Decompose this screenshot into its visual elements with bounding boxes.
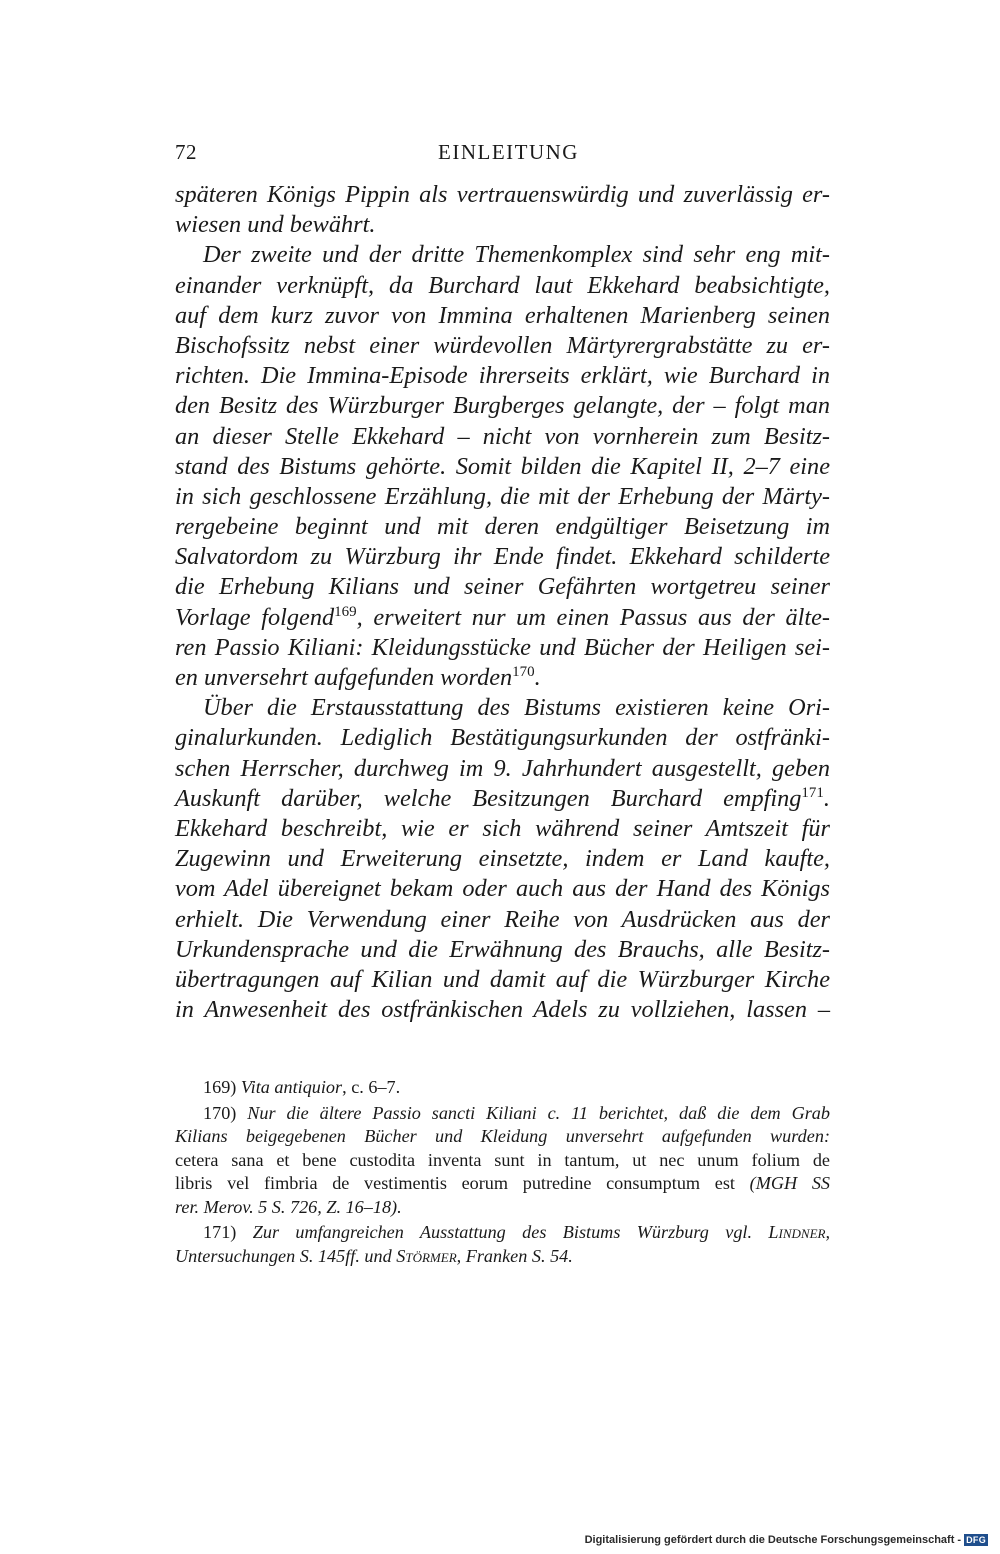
footnotes bbox=[175, 1076, 830, 1268]
text-line: in Anwesenheit des ostfränkischen Adels zu vollziehen, lassen – bbox=[175, 996, 830, 1024]
text-line bbox=[175, 603, 830, 633]
digitization-credit bbox=[585, 1534, 988, 1546]
text-line: Bischofssitz nebst einer würdevollen Märtyrergrabstätte zu er- bbox=[175, 331, 830, 359]
text-line: Über die Erstausstattung des Bistums existieren keine Ori- bbox=[203, 694, 830, 722]
main-text bbox=[175, 180, 830, 1025]
footnote-170 bbox=[175, 1102, 830, 1126]
text-line: Ekkehard beschreibt, wie er sich während seiner Amtszeit für bbox=[175, 814, 830, 842]
credit-text: Digitalisierung gefördert durch die Deutsche Forschungsgemeinschaft - bbox=[584, 1534, 962, 1546]
text-line: Zugewinn und Erweiterung einsetzte, indem er Land kaufte, bbox=[175, 845, 830, 873]
dfg-logo: DFG bbox=[966, 1535, 986, 1545]
text-punct: . bbox=[534, 664, 541, 691]
text-line: Der zweite und der dritte Themenkomplex sind sehr eng mit- bbox=[203, 241, 830, 269]
text-line: stand des Bistums gehörte. Somit bilden die Kapitel II, 2–7 eine bbox=[175, 452, 830, 480]
text-line bbox=[175, 784, 830, 814]
text-segment: en unversehrt aufgefunden worden bbox=[175, 664, 513, 691]
footnote-ref-170[interactable]: 170 bbox=[512, 664, 535, 680]
footnote-text: libris vel fimbria de vestimentis eorum putredine consumptum est bbox=[175, 1173, 735, 1193]
footnote-text: (MGH SS bbox=[749, 1173, 831, 1193]
text-line: an dieser Stelle Ekkehard – nicht von vornherein zum Besitz- bbox=[175, 422, 830, 450]
text-line: späteren Königs Pippin als vertrauenswürdig und zuverlässig er- bbox=[175, 181, 830, 208]
text-segment: , erweitert nur um einen Passus aus der älte- bbox=[356, 603, 830, 631]
footnote-169 bbox=[175, 1076, 830, 1100]
page-header bbox=[175, 140, 830, 170]
text-line: ginalurkunden. Lediglich Bestätigungsurkunden der ostfränki- bbox=[175, 724, 830, 752]
author-name: Störmer bbox=[396, 1245, 457, 1266]
text-line: in sich geschlossene Erzählung, die mit der Erhebung der Märty- bbox=[175, 482, 830, 510]
footnote-number: 170) bbox=[203, 1102, 237, 1123]
text-line: erhielt. Die Verwendung einer Reihe von Ausdrücken aus der bbox=[175, 905, 830, 933]
text-line: wiesen und bewährt. bbox=[175, 211, 376, 239]
running-head: EINLEITUNG bbox=[438, 140, 579, 164]
footnote-line: cetera sana et bene custodita inventa sunt in tantum, ut nec unum folium de bbox=[175, 1149, 830, 1170]
text-line: übertragungen auf Kilian und damit auf die Würzburger Kirche bbox=[175, 965, 830, 993]
text-line bbox=[175, 663, 830, 693]
text-punct: . bbox=[823, 784, 830, 812]
footnote-text: Zur umfangreichen Ausstattung des Bistums Würzburg vgl. bbox=[252, 1222, 753, 1242]
page-number: 72 bbox=[175, 140, 197, 164]
text-line: auf dem kurz zuvor von Immina erhaltenen Marienberg seinen bbox=[175, 301, 830, 329]
text-segment: Auskunft darüber, welche Besitzungen Burchard empfing bbox=[175, 784, 802, 812]
text-line: vom Adel übereignet bekam oder auch aus der Hand des Königs bbox=[175, 875, 830, 903]
footnote-text: , Franken S. 54. bbox=[456, 1245, 573, 1266]
text-line: ren Passio Kiliani: Kleidungsstücke und Bücher der Heiligen sei- bbox=[175, 633, 830, 661]
footnote-ref-169[interactable]: 169 bbox=[334, 603, 357, 620]
text-line: Urkundensprache und die Erwähnung des Brauchs, alle Besitz- bbox=[175, 935, 830, 963]
footnote-text: Vita antiquior bbox=[240, 1077, 343, 1097]
footnote-line bbox=[175, 1245, 830, 1269]
footnote-line: rer. Merov. 5 S. 726, Z. 16–18). bbox=[175, 1196, 402, 1217]
footnote-number: 169) bbox=[203, 1077, 237, 1097]
footnote-number: 171) bbox=[203, 1222, 237, 1242]
author-name: Lindner bbox=[768, 1222, 826, 1242]
footnote-171 bbox=[175, 1221, 830, 1245]
footnote-ref-171[interactable]: 171 bbox=[801, 784, 824, 801]
footnote-text: Nur die ältere Passio sancti Kiliani c. 11 berichtet, daß die dem Grab bbox=[247, 1102, 830, 1123]
text-line: den Besitz des Würzburger Burgberges gelangte, der – folgt man bbox=[175, 392, 830, 420]
text-line: die Erhebung Kilians und seiner Gefährten wortgetreu seiner bbox=[175, 573, 830, 601]
footnote-line bbox=[175, 1172, 830, 1196]
text-line: schen Herrscher, durchweg im 9. Jahrhundert ausgestellt, geben bbox=[175, 754, 830, 782]
text-line: richten. Die Immina-Episode ihrerseits erklärt, wie Burchard in bbox=[175, 362, 830, 390]
text-line: einander verknüpft, da Burchard laut Ekkehard beabsichtigte, bbox=[175, 271, 830, 299]
text-line: rergebeine beginnt und mit deren endgültiger Beisetzung im bbox=[175, 513, 830, 541]
footnote-text: , c. 6–7. bbox=[342, 1077, 401, 1097]
footnote-line: Kilians beigegebenen Bücher und Kleidung unversehrt aufgefunden wurden: bbox=[175, 1126, 830, 1146]
footnote-text: , bbox=[825, 1222, 831, 1242]
text-line: Salvatordom zu Würzburg ihr Ende findet. Ekkehard schilderte bbox=[175, 543, 830, 571]
text-segment: Vorlage folgend bbox=[175, 603, 335, 631]
footnote-text: Untersuchungen S. 145ff. und bbox=[175, 1245, 392, 1266]
